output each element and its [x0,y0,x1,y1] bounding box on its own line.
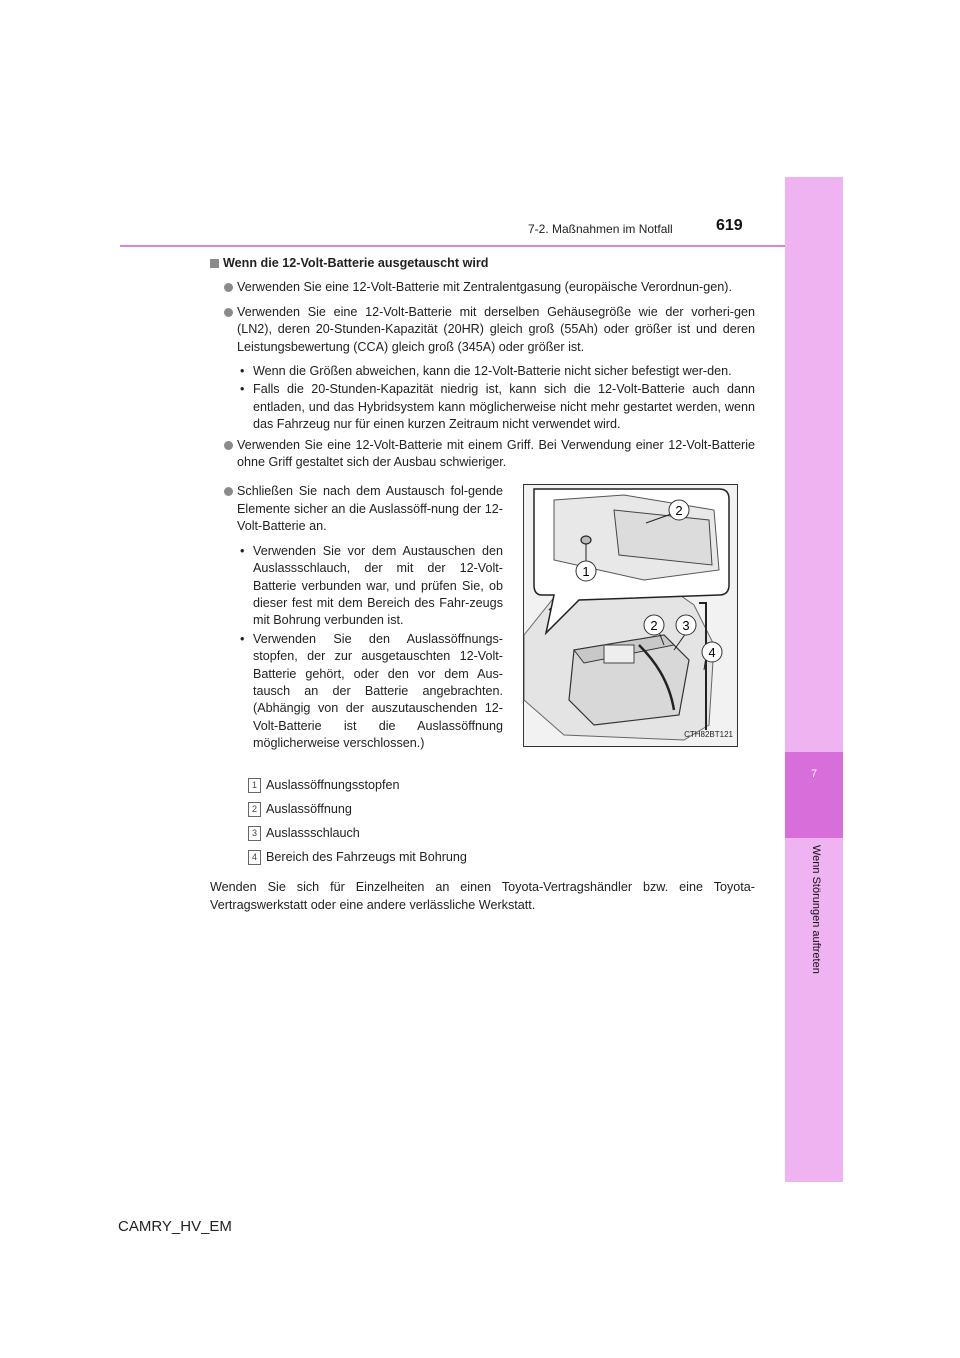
legend-item: 1 Auslassöffnungsstopfen [210,777,755,801]
figure-callout: 2 [650,618,658,634]
heading-text: Wenn die 12-Volt-Batterie ausgetauscht wird [223,256,489,270]
figure-callout: 4 [708,645,716,661]
sub-list-item: • Wenn die Größen abweichen, kann die 12-Volt-Batterie nicht sicher befestigt wer-den. [240,364,732,379]
chapter-number: 7 [810,768,818,780]
list-item: Schließen Sie nach dem Austausch fol-gende Elemente sicher an die Auslassöff-nung der 12-Volt-Batterie an. [210,483,503,535]
section-heading [210,255,755,272]
header-rule [120,245,785,247]
legend-number: 2 [248,802,261,817]
figure-callout: 2 [675,503,683,519]
figure-code: CTH82BT121 [684,730,733,740]
chapter-tab-marker [785,752,843,838]
list-item: Verwenden Sie eine 12-Volt-Batterie mit einem Griff. Bei Verwendung einer 12-Volt-Batterie ohne Griff gestaltet sich der Ausbau schwieriger. [210,437,755,472]
figure-legend [210,777,755,873]
chapter-title: Wenn Störungen auftreten [810,845,822,974]
list-item: Verwenden Sie eine 12-Volt-Batterie mit derselben Gehäusegröße wie der vorheri-gen (LN2), deren 20-Stunden-Kapazität (20HR) gleich groß (55Ah) oder größer ist und deren Leistungsbewertung (CCA) gleich groß (345A) oder größer ist. [210,304,755,356]
legend-item: 3 Auslassschlauch [210,825,755,849]
main-content [210,255,755,914]
page-number: 619 [716,217,743,234]
sub-list-item: • Falls die 20-Stunden-Kapazität niedrig ist, kann sich die 12-Volt-Batterie auch dann entladen, und das Hybridsystem kann möglicherweise nicht mehr gestartet werden, wenn das Fahrzeug nur für einen kurzen Zeitraum nicht verwendet wird. [240,382,755,432]
model-code: CAMRY_HV_EM [118,1218,232,1235]
list-item: Verwenden Sie eine 12-Volt-Batterie mit Zentralentgasung (europäische Verordnun-gen). [210,279,755,296]
legend-number: 4 [248,850,261,865]
figure-callout: 1 [582,564,590,580]
figure-section [210,483,755,771]
legend-number: 1 [248,778,261,793]
figure-callout: 3 [682,618,690,634]
square-bullet-icon [210,259,219,268]
legend-item: 4 Bereich des Fahrzeugs mit Bohrung [210,849,755,873]
legend-number: 3 [248,826,261,841]
sub-list-item: • Verwenden Sie vor dem Austauschen den Auslassschlauch, der mit der 12-Volt-Batterie verbunden war, und prüfen Sie, ob dieser fest mit dem Bereich des Fahr-zeugs mit Bohrung verbunden ist. [240,543,503,628]
closing-paragraph: Wenden Sie sich für Einzelheiten an einen Toyota-Vertragshändler bzw. eine Toyota-Vertragswerkstatt oder eine andere verlässliche Werkstatt. [210,880,755,912]
battery-illustration [523,484,738,747]
sub-list-item: • Verwenden Sie den Auslassöffnungs-stopfen, der zur ausgetauschten 12-Volt-Batterie gehört, oder den vor dem Aus-tausch an der Batterie angebrachten. (Abhängig von der auszutauschenden 12-Volt-Batterie ist die Auslassöffnung möglicherweise verschlossen.) [240,631,503,751]
circle-bullet-icon [224,283,233,292]
legend-item: 2 Auslassöffnung [210,801,755,825]
circle-bullet-icon [224,308,233,317]
figure-text-column [210,483,503,753]
chapter-side-tab [785,177,843,1182]
circle-bullet-icon [224,487,233,496]
circle-bullet-icon [224,441,233,450]
section-title: 7-2. Maßnahmen im Notfall [528,222,673,236]
battery-drawing [524,485,737,746]
